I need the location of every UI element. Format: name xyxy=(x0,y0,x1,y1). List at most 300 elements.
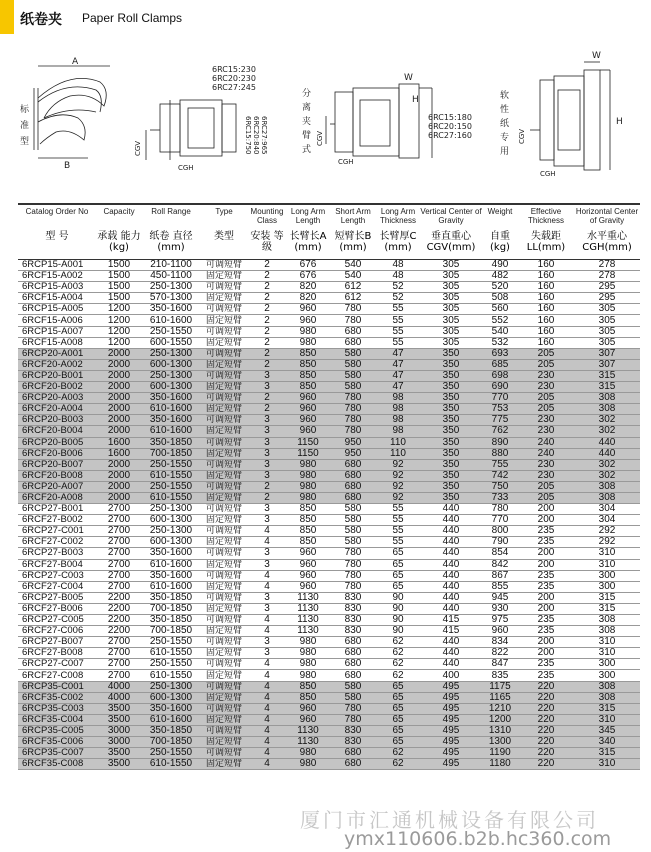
table-row xyxy=(18,326,640,337)
table-cell: 490 xyxy=(491,259,509,271)
column-header-en: Effective Thickness xyxy=(527,207,564,225)
table-cell: 160 xyxy=(537,337,555,348)
table-cell: 440 xyxy=(442,658,460,670)
table-cell: 302 xyxy=(598,459,616,470)
dim-a: A xyxy=(72,57,79,67)
table-cell: 250-1550 xyxy=(149,459,193,470)
table-cell: 62 xyxy=(392,758,404,770)
table-cell: 350-1600 xyxy=(149,547,193,559)
table-row xyxy=(18,504,640,515)
table-cell: 305 xyxy=(442,259,460,271)
table-cell: 610-1550 xyxy=(149,492,193,504)
table-cell: 278 xyxy=(598,270,616,282)
table-cell: 2700 xyxy=(107,559,131,570)
column-header-cn: 失载距 LL(mm) xyxy=(526,231,566,253)
table-cell: 1190 xyxy=(489,747,511,759)
table-cell: 560 xyxy=(491,303,509,315)
table-cell: 960 xyxy=(299,392,317,404)
table-cell: 235 xyxy=(537,614,555,626)
table-cell: 800 xyxy=(491,525,509,537)
table-cell: 440 xyxy=(442,514,460,526)
table-cell: 4 xyxy=(264,669,270,681)
table-cell: 770 xyxy=(491,392,509,404)
table-cell: 6RCF20-A004 xyxy=(22,403,83,415)
table-cell: 440 xyxy=(598,448,616,459)
table-cell: 6RCF27-B006 xyxy=(22,603,83,614)
table-cell: 440 xyxy=(442,647,460,659)
table-cell: 2000 xyxy=(107,414,131,426)
table-cell: 可调短臂 xyxy=(205,570,242,581)
table-cell: 6RCP35-C003 xyxy=(22,703,84,714)
column-header-en: Catalog Order No xyxy=(25,207,89,216)
table-cell: 780 xyxy=(491,503,509,515)
dim-cgv-2: CGV xyxy=(316,130,324,146)
table-row xyxy=(18,448,640,459)
table-cell: 固定短臂 xyxy=(205,315,242,326)
table-cell: 415 xyxy=(442,614,460,626)
table-cell: 1500 xyxy=(107,270,131,282)
table-cell: 680 xyxy=(344,326,362,337)
dim-h-2: H xyxy=(616,117,623,127)
table-cell: 1150 xyxy=(297,437,319,448)
table-cell: 200 xyxy=(537,603,555,614)
dim-cgh-3: CGH xyxy=(540,170,556,178)
column-header-en: Long Arm Length xyxy=(290,207,326,225)
table-cell: 2000 xyxy=(107,481,131,492)
table-cell: 304 xyxy=(598,514,616,526)
table-cell: 3 xyxy=(264,425,270,437)
table-cell: 3500 xyxy=(107,758,131,770)
table-cell: 610-1600 xyxy=(149,403,193,415)
table-cell: 98 xyxy=(392,392,404,404)
table-row xyxy=(18,670,640,681)
table-row xyxy=(18,648,640,659)
table-cell: 6RCF20-B006 xyxy=(22,448,83,459)
table-cell: 680 xyxy=(344,636,362,648)
table-cell: 350-1850 xyxy=(149,592,193,603)
table-cell: 315 xyxy=(598,703,616,714)
table-cell: 230 xyxy=(537,414,555,426)
table-cell: 308 xyxy=(598,692,616,703)
table-row xyxy=(18,492,640,503)
table-cell: 6RCF15-A006 xyxy=(22,314,83,326)
table-cell: 1200 xyxy=(107,314,131,326)
table-cell: 3500 xyxy=(107,703,131,714)
table-cell: 240 xyxy=(537,437,555,448)
table-cell: 3 xyxy=(264,470,270,481)
table-cell: 220 xyxy=(537,714,555,725)
column-header-cn: 安装 等级 xyxy=(250,231,284,253)
table-cell: 850 xyxy=(299,370,317,381)
table-cell: 6RCP27-B003 xyxy=(22,547,84,559)
table-cell: 6RCF27-B008 xyxy=(22,647,83,659)
table-cell: 750 xyxy=(491,481,509,492)
table-cell: 854 xyxy=(491,547,509,559)
table-cell: 980 xyxy=(299,481,317,492)
table-row xyxy=(18,637,640,648)
column-header-cn: 纸卷 直径 (mm) xyxy=(149,231,193,253)
table-cell: 308 xyxy=(598,625,616,637)
table-cell: 350 xyxy=(442,359,460,370)
table-cell: 350-1600 xyxy=(149,303,193,315)
table-cell: 55 xyxy=(392,314,404,326)
note-1-a: 6RC15:230 xyxy=(212,65,256,74)
table-cell: 6RCP20-A007 xyxy=(22,481,84,492)
table-row xyxy=(18,692,640,703)
table-cell: 980 xyxy=(299,647,317,659)
table-cell: 1180 xyxy=(489,758,511,770)
note-1-c: 6RC27:245 xyxy=(212,83,256,92)
table-cell: 1600 xyxy=(107,437,131,448)
table-cell: 250-1300 xyxy=(149,503,193,515)
table-cell: 6RCF35-C008 xyxy=(22,758,84,770)
table-cell: 4 xyxy=(264,581,270,592)
table-cell: 780 xyxy=(344,414,362,426)
table-cell: 685 xyxy=(491,359,509,370)
table-cell: 680 xyxy=(344,669,362,681)
table-cell: 250-1550 xyxy=(149,747,193,759)
table-cell: 610-1550 xyxy=(149,758,193,770)
table-cell: 830 xyxy=(344,603,362,614)
table-cell: 960 xyxy=(299,547,317,559)
table-cell: 2 xyxy=(264,292,270,304)
table-cell: 2000 xyxy=(107,381,131,393)
table-cell: 700-1850 xyxy=(149,448,193,459)
table-cell: 2000 xyxy=(107,425,131,437)
table-cell: 770 xyxy=(491,514,509,526)
table-cell: 2200 xyxy=(107,592,131,603)
table-cell: 350-1850 xyxy=(149,437,193,448)
table-cell: 200 xyxy=(537,547,555,559)
table-cell: 880 xyxy=(491,448,509,459)
column-header-en: Mounting Class xyxy=(250,207,284,225)
table-cell: 1150 xyxy=(297,448,319,459)
table-cell: 205 xyxy=(537,392,555,404)
table-cell: 693 xyxy=(491,348,509,359)
table-cell: 固定短臂 xyxy=(205,537,242,548)
table-cell: 680 xyxy=(344,658,362,670)
column-header xyxy=(330,204,376,260)
table-cell: 98 xyxy=(392,414,404,426)
table-cell: 220 xyxy=(537,703,555,714)
table-cell: 160 xyxy=(537,281,555,293)
table-cell: 3 xyxy=(264,547,270,559)
table-cell: 292 xyxy=(598,525,616,537)
table-cell: 780 xyxy=(344,403,362,415)
table-cell: 235 xyxy=(537,570,555,581)
table-cell: 315 xyxy=(598,381,616,393)
table-cell: 315 xyxy=(598,603,616,614)
table-row xyxy=(18,537,640,548)
table-cell: 1500 xyxy=(107,292,131,304)
column-header xyxy=(96,204,142,260)
table-row xyxy=(18,548,640,559)
table-cell: 680 xyxy=(344,492,362,504)
table-row xyxy=(18,759,640,770)
table-cell: 250-1300 xyxy=(149,525,193,537)
dim-cgh-2: CGH xyxy=(338,158,354,166)
table-cell: 可调短臂 xyxy=(205,481,242,492)
table-cell: 305 xyxy=(442,326,460,337)
table-cell: 850 xyxy=(299,692,317,703)
table-row xyxy=(18,659,640,670)
table-cell: 4 xyxy=(264,536,270,548)
table-cell: 固定短臂 xyxy=(205,426,242,437)
table-cell: 1500 xyxy=(107,281,131,293)
table-cell: 200 xyxy=(537,647,555,659)
table-cell: 350 xyxy=(442,470,460,481)
table-cell: 90 xyxy=(392,592,404,603)
table-cell: 可调短臂 xyxy=(205,260,242,271)
table-cell: 205 xyxy=(537,403,555,415)
table-cell: 680 xyxy=(344,337,362,348)
table-cell: 676 xyxy=(299,259,317,271)
table-cell: 1310 xyxy=(488,725,512,736)
table-cell: 6RCF27-C004 xyxy=(22,581,84,592)
table-cell: 580 xyxy=(344,381,362,393)
table-cell: 55 xyxy=(392,303,404,315)
table-cell: 2700 xyxy=(107,636,131,648)
table-cell: 300 xyxy=(598,669,616,681)
table-cell: 780 xyxy=(344,314,362,326)
table-cell: 867 xyxy=(491,570,509,581)
table-cell: 2700 xyxy=(107,525,131,537)
table-row xyxy=(18,703,640,714)
table-cell: 305 xyxy=(598,314,616,326)
table-cell: 345 xyxy=(598,725,616,736)
table-cell: 220 xyxy=(537,725,555,736)
table-cell: 可调短臂 xyxy=(205,526,242,537)
table-cell: 600-1300 xyxy=(149,692,193,703)
table-cell: 350 xyxy=(442,403,460,415)
table-cell: 205 xyxy=(537,359,555,370)
table-cell: 580 xyxy=(344,503,362,515)
table-cell: 250-1300 xyxy=(149,681,193,692)
table-cell: 3 xyxy=(264,514,270,526)
table-cell: 160 xyxy=(537,270,555,282)
table-cell: 90 xyxy=(392,603,404,614)
table-cell: 4 xyxy=(264,747,270,759)
table-row xyxy=(18,725,640,736)
table-cell: 160 xyxy=(537,314,555,326)
table-cell: 980 xyxy=(299,326,317,337)
table-cell: 580 xyxy=(344,525,362,537)
table-cell: 4 xyxy=(264,681,270,692)
table-cell: 350 xyxy=(442,481,460,492)
table-cell: 6RCP27-C003 xyxy=(22,570,84,581)
table-cell: 310 xyxy=(598,758,616,770)
table-cell: 200 xyxy=(537,559,555,570)
table-cell: 6RCP20-B003 xyxy=(22,414,84,426)
table-cell: 350-1600 xyxy=(149,392,193,404)
table-cell: 55 xyxy=(392,337,404,348)
table-body xyxy=(18,260,640,770)
table-cell: 200 xyxy=(537,503,555,515)
table-cell: 950 xyxy=(344,437,362,448)
table-cell: 3 xyxy=(264,459,270,470)
table-cell: 可调短臂 xyxy=(205,326,242,337)
table-cell: 540 xyxy=(344,259,362,271)
table-cell: 495 xyxy=(442,725,460,736)
table-cell: 52 xyxy=(392,281,404,293)
table-cell: 680 xyxy=(344,459,362,470)
table-cell: 3 xyxy=(264,381,270,393)
table-cell: 4000 xyxy=(107,692,131,703)
column-header xyxy=(18,204,96,260)
table-cell: 308 xyxy=(598,481,616,492)
table-cell: 4 xyxy=(264,525,270,537)
table-row xyxy=(18,481,640,492)
table-cell: 2000 xyxy=(107,348,131,359)
table-cell: 220 xyxy=(537,681,555,692)
table-cell: 822 xyxy=(491,647,509,659)
column-header xyxy=(142,204,200,260)
table-cell: 310 xyxy=(598,636,616,648)
table-cell: 1130 xyxy=(297,725,319,736)
table-cell: 440 xyxy=(442,536,460,548)
table-cell: 960 xyxy=(299,314,317,326)
table-cell: 6RCF20-B004 xyxy=(22,425,83,437)
drawings-svg xyxy=(0,40,651,200)
table-cell: 160 xyxy=(537,292,555,304)
table-cell: 160 xyxy=(537,326,555,337)
table-cell: 1500 xyxy=(107,259,131,271)
table-row xyxy=(18,592,640,603)
table-cell: 55 xyxy=(392,536,404,548)
table-cell: 2 xyxy=(264,303,270,315)
table-cell: 520 xyxy=(491,281,509,293)
table-cell: 220 xyxy=(537,747,555,759)
table-row xyxy=(18,515,640,526)
table-cell: 960 xyxy=(491,625,509,637)
table-cell: 205 xyxy=(537,492,555,504)
table-cell: 850 xyxy=(299,359,317,370)
table-cell: 6RCF27-C006 xyxy=(22,625,84,637)
table-cell: 固定短臂 xyxy=(205,714,242,725)
table-row xyxy=(18,382,640,393)
table-cell: 610-1600 xyxy=(149,314,193,326)
table-cell: 2700 xyxy=(107,669,131,681)
table-cell: 830 xyxy=(344,614,362,626)
table-cell: 固定短臂 xyxy=(205,448,242,459)
table-cell: 890 xyxy=(491,437,509,448)
table-cell: 4 xyxy=(264,703,270,714)
table-cell: 580 xyxy=(344,681,362,692)
table-row xyxy=(18,470,640,481)
table-cell: 315 xyxy=(598,592,616,603)
table-row xyxy=(18,315,640,326)
table-cell: 6RCP27-B005 xyxy=(22,592,84,603)
table-cell: 495 xyxy=(442,747,460,759)
side-view-1 xyxy=(146,100,236,160)
watermark-url: ymx110606.b2b.hc360.com xyxy=(344,828,612,850)
table-row xyxy=(18,282,640,293)
table-cell: 固定短臂 xyxy=(205,603,242,614)
table-cell: 230 xyxy=(537,381,555,393)
column-header-cn: 类型 xyxy=(214,231,234,242)
table-cell: 110 xyxy=(390,437,406,448)
table-cell: 310 xyxy=(598,647,616,659)
table-cell: 90 xyxy=(392,614,404,626)
table-cell: 可调短臂 xyxy=(205,592,242,603)
table-cell: 6RCF15-A008 xyxy=(22,337,83,348)
column-header-en: Type xyxy=(215,207,233,216)
table-cell: 305 xyxy=(598,326,616,337)
column-header xyxy=(200,204,248,260)
table-cell: 790 xyxy=(491,536,509,548)
table-cell: 固定短臂 xyxy=(205,470,242,481)
table-cell: 308 xyxy=(598,392,616,404)
table-row xyxy=(18,271,640,282)
table-cell: 305 xyxy=(442,292,460,304)
table-cell: 可调短臂 xyxy=(205,659,242,670)
table-cell: 315 xyxy=(598,370,616,381)
table-cell: 220 xyxy=(537,692,555,703)
table-cell: 6RCP27-B001 xyxy=(22,503,84,515)
separate-label-5: 式 xyxy=(302,145,312,155)
table-cell: 960 xyxy=(299,703,317,714)
table-cell: 2 xyxy=(264,359,270,370)
table-cell: 220 xyxy=(537,736,555,748)
soft-label-2: 性 xyxy=(500,105,510,115)
table-cell: 固定短臂 xyxy=(205,271,242,282)
table-cell: 65 xyxy=(392,692,404,703)
column-header xyxy=(420,204,482,260)
table-cell: 930 xyxy=(491,603,509,614)
table-row xyxy=(18,626,640,637)
table-cell: 可调短臂 xyxy=(205,304,242,315)
column-header xyxy=(286,204,330,260)
table-cell: 308 xyxy=(598,614,616,626)
table-cell: 4 xyxy=(264,736,270,748)
table-cell: 820 xyxy=(299,292,317,304)
table-cell: 235 xyxy=(537,581,555,592)
table-cell: 2 xyxy=(264,348,270,359)
table-cell: 733 xyxy=(491,492,509,504)
table-cell: 610-1550 xyxy=(149,470,193,481)
table-cell: 可调短臂 xyxy=(205,393,242,404)
table-cell: 250-1550 xyxy=(149,636,193,648)
table-cell: 440 xyxy=(442,570,460,581)
table-cell: 980 xyxy=(299,636,317,648)
table-cell: 842 xyxy=(491,559,509,570)
table-cell: 495 xyxy=(442,758,460,770)
dim-cgv-3: CGV xyxy=(518,128,526,144)
table-row xyxy=(18,681,640,692)
column-header xyxy=(574,204,640,260)
table-row xyxy=(18,737,640,748)
table-cell: 302 xyxy=(598,470,616,481)
dim-cgv-1: CGV xyxy=(134,140,142,156)
table-cell: 205 xyxy=(537,481,555,492)
spec-table-wrapper xyxy=(18,203,640,770)
table-cell: 4 xyxy=(264,725,270,736)
table-cell: 610-1600 xyxy=(149,714,193,725)
table-cell: 508 xyxy=(491,292,509,304)
table-cell: 2 xyxy=(264,314,270,326)
table-cell: 440 xyxy=(442,636,460,648)
table-cell: 4 xyxy=(264,658,270,670)
table-cell: 850 xyxy=(299,536,317,548)
table-cell: 固定短臂 xyxy=(205,404,242,415)
table-row xyxy=(18,459,640,470)
table-cell: 2700 xyxy=(107,647,131,659)
table-cell: 830 xyxy=(344,725,362,736)
table-cell: 305 xyxy=(442,314,460,326)
table-cell: 6RCP15-A007 xyxy=(22,326,84,337)
column-header-en: Long Arm Thickness xyxy=(379,207,416,225)
table-cell: 847 xyxy=(491,658,509,670)
